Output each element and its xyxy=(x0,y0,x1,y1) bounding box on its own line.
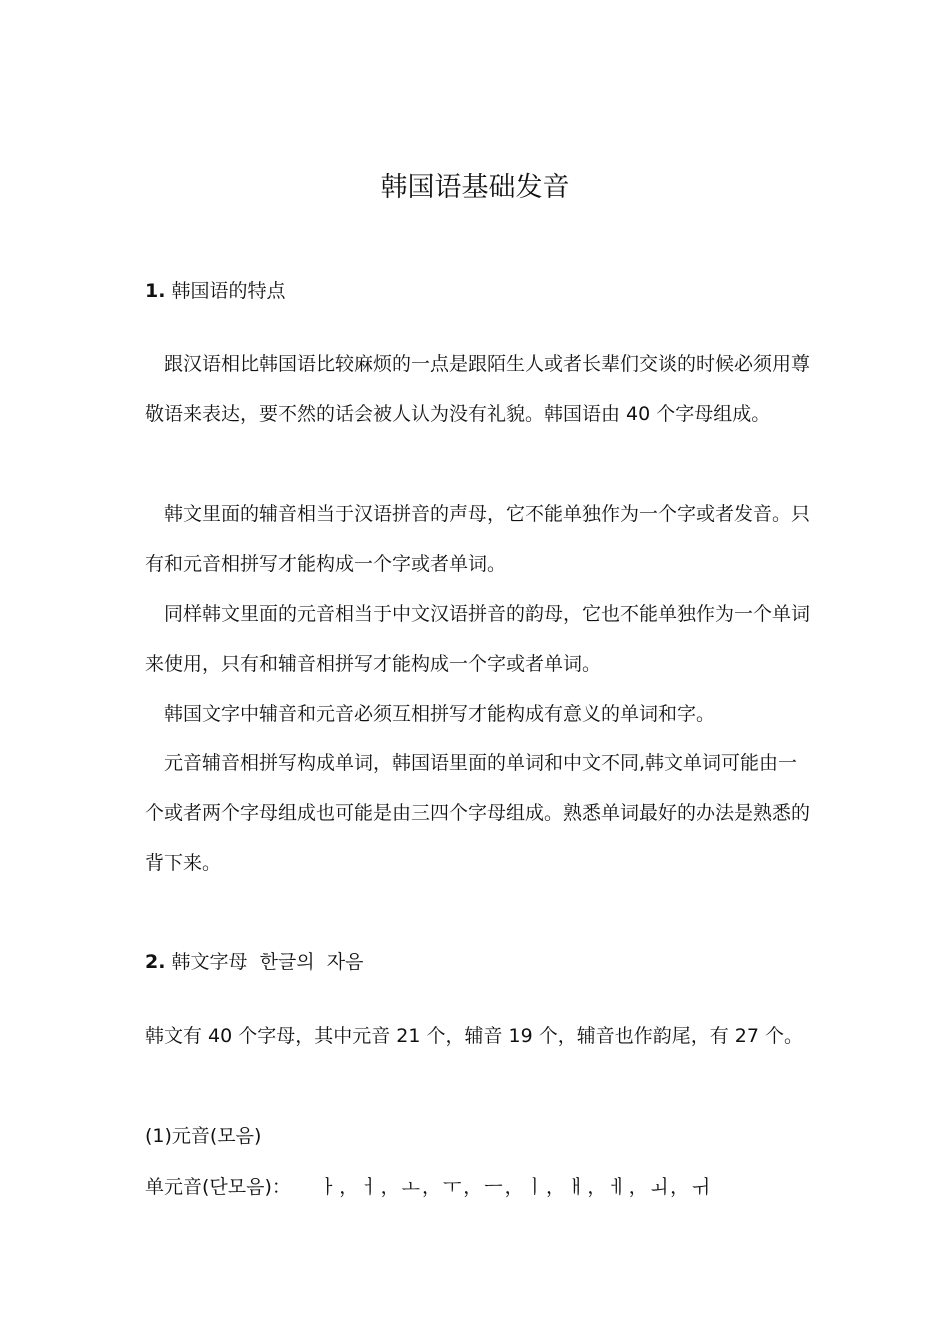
section-2-heading xyxy=(145,947,363,977)
single-vowels-line xyxy=(145,1172,711,1202)
single-vowels-label: 单元音(단모음)： xyxy=(145,1176,291,1198)
section-2-number: 2. xyxy=(145,951,166,973)
section-2-title: 韩文字母 한글의 자음 xyxy=(171,951,364,973)
paragraph-5: 元音辅音相拼写构成单词，韩国语里面的单词和中文不同,韩文单词可能由一个或者两个字母组成也可能是由三四个字母组成。熟悉单词最好的办法是熟悉的背下来。 xyxy=(145,752,811,874)
paragraph-4: 韩国文字中辅音和元音必须互相拼写才能构成有意义的单词和字。 xyxy=(164,703,716,725)
section-1-heading xyxy=(145,276,286,306)
paragraph-1: 跟汉语相比韩国语比较麻烦的一点是跟陌生人或者长辈们交谈的时候必须用尊敬语来表达，要不然的话会被人认为没有礼貌。韩国语由 40 个字母组成。 xyxy=(145,353,811,425)
vowel-subheading: (1)元音(모음) xyxy=(145,1125,262,1147)
section-1-title: 韩国语的特点 xyxy=(171,280,286,302)
section-2-intro: 韩文有 40 个字母，其中元音 21 个，辅音 19 个，辅音也作韵尾，有 27 个。 xyxy=(145,1025,804,1047)
paragraph-3: 同样韩文里面的元音相当于中文汉语拼音的韵母，它也不能单独作为一个单词来使用，只有和辅音相拼写才能构成一个字或者单词。 xyxy=(145,603,811,675)
single-vowels-list: ㅏ，ㅓ，ㅗ，ㅜ，ㅡ，ㅣ，ㅐ，ㅔ，ㅚ，ㅟ xyxy=(318,1176,712,1198)
document-title: 韩国语基础发音 xyxy=(380,172,570,203)
paragraph-2: 韩文里面的辅音相当于汉语拼音的声母，它不能单独作为一个字或者发音。只有和元音相拼写才能构成一个字或者单词。 xyxy=(145,503,811,575)
section-1-number: 1. xyxy=(145,280,166,302)
